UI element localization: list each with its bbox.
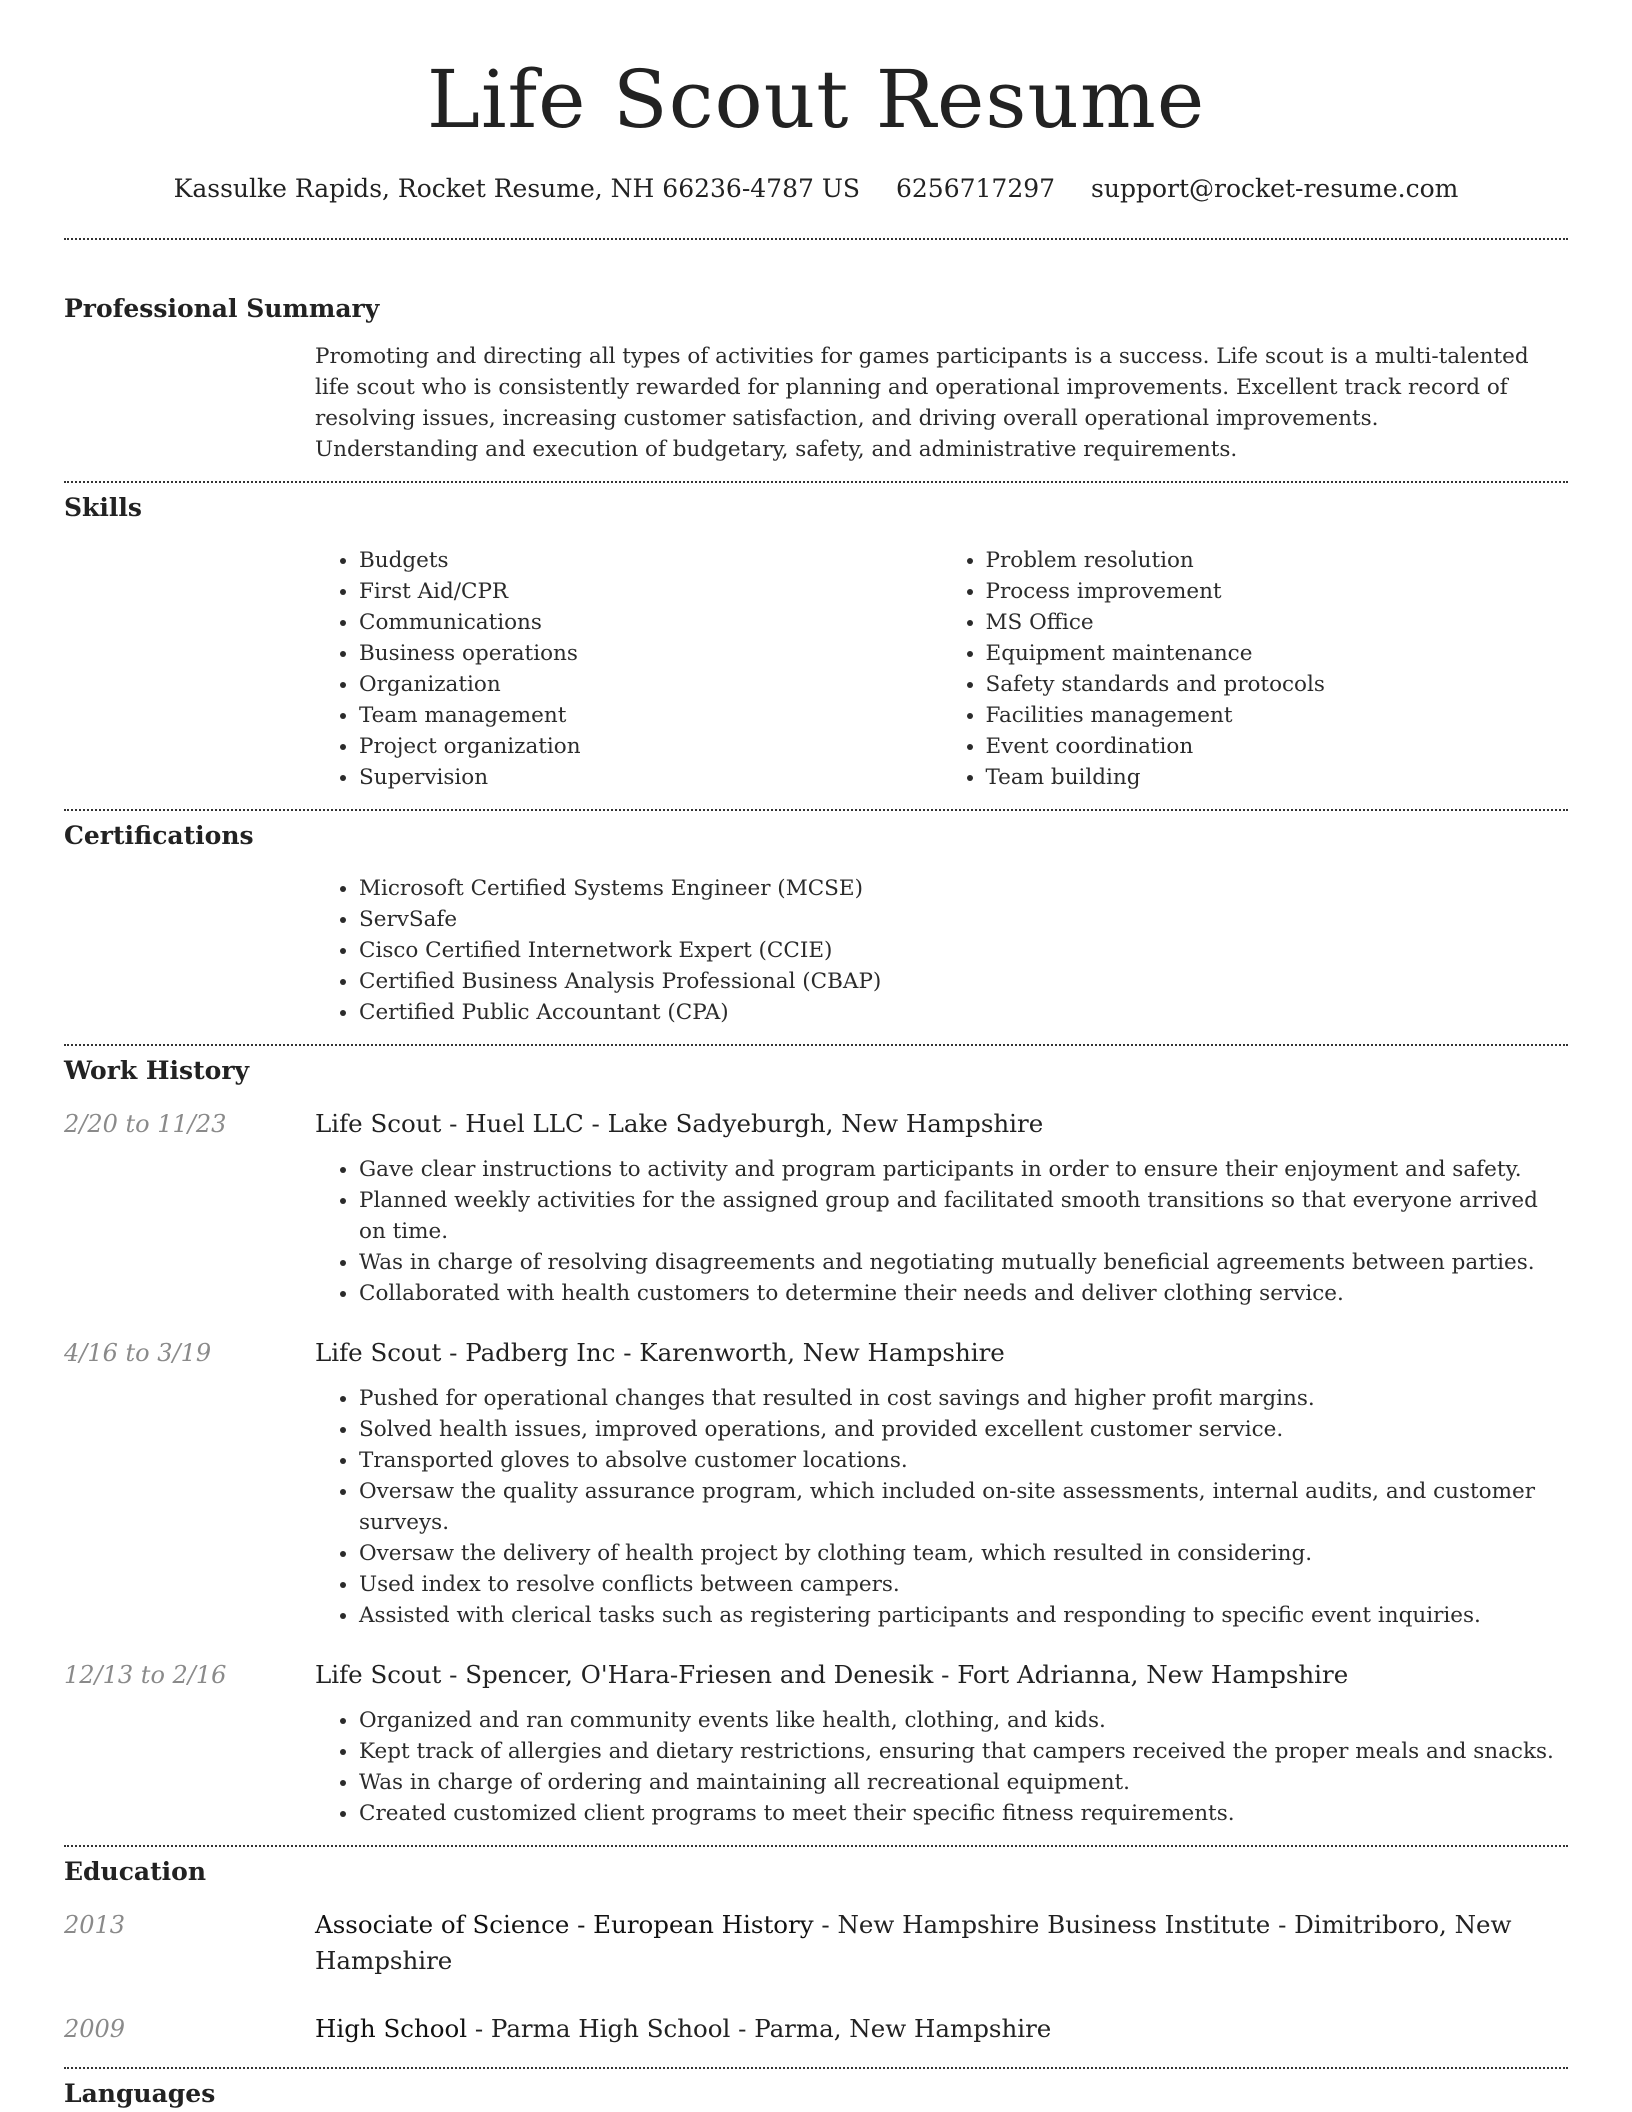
- job-bullets: [315, 1154, 1568, 1309]
- certification-item: • ServSafe: [359, 904, 1568, 935]
- contact-address: Kassulke Rapids, Rocket Resume, NH 66236-4787 US: [173, 174, 861, 203]
- summary-heading: Professional Summary: [64, 294, 380, 323]
- job-bullet: • Oversaw the delivery of health project by clothing team, which resulted in considering.: [359, 1538, 1568, 1569]
- education-entry: [64, 1907, 1568, 1979]
- skills-section: [64, 483, 1568, 793]
- job-entry: [64, 1335, 1568, 1631]
- job-title: Life Scout - Padberg Inc - Karenworth, New Hampshire: [315, 1338, 1005, 1367]
- languages-heading: Languages: [64, 2079, 216, 2108]
- skills-right-column: [942, 545, 1569, 793]
- skill-item: • Budgets: [359, 545, 942, 576]
- skill-item: • Business operations: [359, 638, 942, 669]
- skill-item: • Communications: [359, 607, 942, 638]
- skills-list: [315, 545, 1568, 793]
- contact-phone: 6256717297: [896, 174, 1056, 203]
- job-entry: [64, 1657, 1568, 1829]
- job-bullet: • Created customized client programs to meet their specific fitness requirements.: [359, 1798, 1568, 1829]
- resume-title: Life Scout Resume: [426, 53, 1206, 146]
- summary-section: [64, 240, 1568, 465]
- education-title: [315, 1907, 1568, 1979]
- certification-item: • Certified Public Accountant (CPA): [359, 997, 1568, 1028]
- work-section: [64, 1046, 1568, 1829]
- job-dates: 4/16 to 3/19: [64, 1339, 212, 1367]
- summary-text: Promoting and directing all types of activities for games participants is a success. Life scout is a multi-talented life scout who is consistently rewarded for planning and operational improvements. Excellent track record of resolving issues, increasing customer satisfaction, and driving overall operational improvements. Understanding and execution of budgetary, safety, and administrative requirements.: [315, 344, 1529, 462]
- skill-item: • Event coordination: [986, 731, 1569, 762]
- certifications-section: [64, 811, 1568, 1028]
- work-heading: Work History: [64, 1056, 250, 1085]
- skill-item: • Facilities management: [986, 700, 1569, 731]
- resume-page: [64, 0, 1568, 2109]
- skill-item: • Supervision: [359, 762, 942, 793]
- skill-item: • First Aid/CPR: [359, 576, 942, 607]
- job-bullet: • Assisted with clerical tasks such as registering participants and responding to specific event inquiries.: [359, 1600, 1568, 1631]
- certification-item: • Cisco Certified Internetwork Expert (CCIE): [359, 935, 1568, 966]
- skill-item: • Process improvement: [986, 576, 1569, 607]
- job-bullet: • Planned weekly activities for the assigned group and facilitated smooth transitions so that everyone arrived on time.: [359, 1185, 1568, 1247]
- education-school: - New Hampshire Business Institute - Dimitriboro, New Hampshire: [315, 1910, 1512, 1975]
- job-bullet: • Collaborated with health customers to determine their needs and deliver clothing service.: [359, 1278, 1568, 1309]
- job-title: Life Scout - Spencer, O'Hara-Friesen and Denesik - Fort Adrianna, New Hampshire: [315, 1660, 1349, 1689]
- job-bullet: • Organized and ran community events like health, clothing, and kids.: [359, 1705, 1568, 1736]
- skills-heading: Skills: [64, 493, 142, 522]
- education-entry: [64, 2011, 1568, 2047]
- job-bullet: • Used index to resolve conflicts between campers.: [359, 1569, 1568, 1600]
- job-bullet: • Was in charge of resolving disagreements and negotiating mutually beneficial agreements between parties.: [359, 1247, 1568, 1278]
- job-entry: [64, 1106, 1568, 1309]
- certifications-heading: Certifications: [64, 821, 254, 850]
- education-year: 2013: [64, 1911, 126, 1939]
- job-bullet: • Pushed for operational changes that resulted in cost savings and higher profit margins.: [359, 1383, 1568, 1414]
- skill-item: • Team management: [359, 700, 942, 731]
- job-dates: 12/13 to 2/16: [64, 1661, 227, 1689]
- skills-left-column: [315, 545, 942, 793]
- job-bullet: • Was in charge of ordering and maintaining all recreational equipment.: [359, 1767, 1568, 1798]
- education-degree: Associate of Science - European History: [315, 1910, 814, 1939]
- education-year: 2009: [64, 2015, 126, 2043]
- contact-line: [64, 174, 1568, 204]
- skill-item: • Equipment maintenance: [986, 638, 1569, 669]
- skill-item: • Team building: [986, 762, 1569, 793]
- contact-email: support@rocket-resume.com: [1091, 174, 1459, 203]
- job-bullet: • Oversaw the quality assurance program, which included on-site assessments, internal audits, and customer surveys.: [359, 1476, 1568, 1538]
- job-bullets: [315, 1705, 1568, 1829]
- job-bullet: • Transported gloves to absolve customer locations.: [359, 1445, 1568, 1476]
- skill-item: • Problem resolution: [986, 545, 1569, 576]
- job-dates: 2/20 to 11/23: [64, 1110, 227, 1138]
- skill-item: • Safety standards and protocols: [986, 669, 1569, 700]
- languages-section: [64, 2069, 1568, 2109]
- certifications-list: [315, 873, 1568, 1028]
- skill-item: • Organization: [359, 669, 942, 700]
- education-title: [315, 2011, 1568, 2047]
- job-bullet: • Kept track of allergies and dietary restrictions, ensuring that campers received the proper meals and snacks.: [359, 1736, 1568, 1767]
- education-degree: High School: [315, 2014, 468, 2043]
- certification-item: • Certified Business Analysis Professional (CBAP): [359, 966, 1568, 997]
- job-bullet: • Solved health issues, improved operations, and provided excellent customer service.: [359, 1414, 1568, 1445]
- work-entries: [64, 1106, 1568, 1829]
- skill-item: • MS Office: [986, 607, 1569, 638]
- education-heading: Education: [64, 1857, 207, 1886]
- job-bullet: • Gave clear instructions to activity and program participants in order to ensure their enjoyment and safety.: [359, 1154, 1568, 1185]
- certification-item: • Microsoft Certified Systems Engineer (MCSE): [359, 873, 1568, 904]
- job-bullets: [315, 1383, 1568, 1631]
- education-school: - Parma High School - Parma, New Hampshire: [467, 2014, 1052, 2043]
- skill-item: • Project organization: [359, 731, 942, 762]
- job-title: Life Scout - Huel LLC - Lake Sadyeburgh, New Hampshire: [315, 1109, 1044, 1138]
- education-section: [64, 1847, 1568, 2047]
- education-entries: [64, 1907, 1568, 2047]
